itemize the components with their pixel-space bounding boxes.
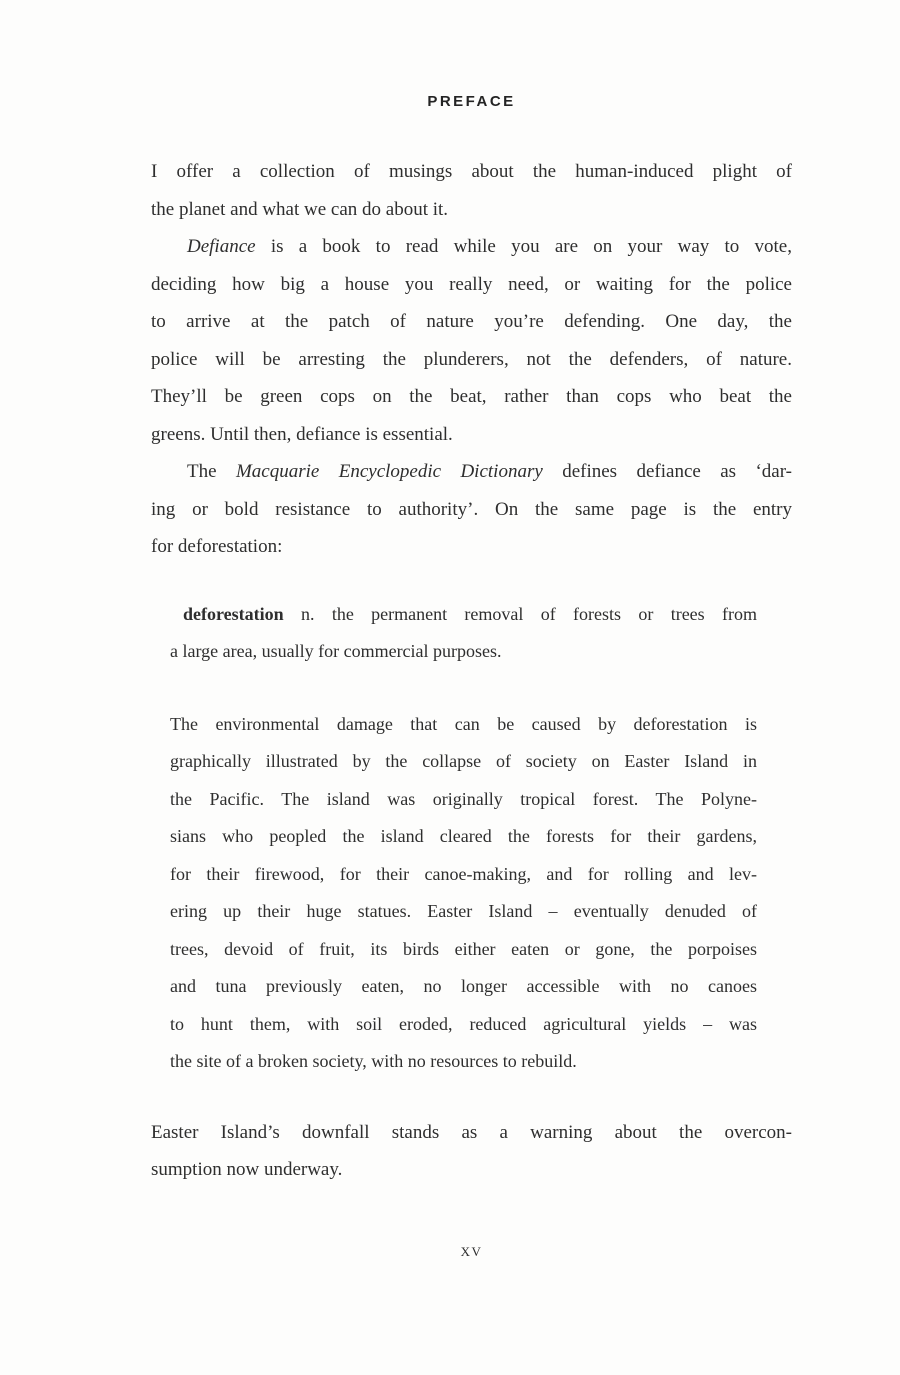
text-line bbox=[170, 856, 757, 894]
text-line bbox=[170, 968, 757, 1006]
text-segment: and tuna previously eaten, no longer accessible with no canoes bbox=[170, 976, 757, 996]
text-line bbox=[170, 931, 757, 969]
text-line bbox=[151, 191, 792, 229]
text-segment: ing or bold resistance to authority’. On the same page is the entry bbox=[151, 498, 792, 520]
text-line bbox=[170, 706, 757, 744]
text-line bbox=[151, 303, 792, 341]
page-text-block bbox=[151, 153, 792, 1189]
text-line bbox=[151, 228, 792, 266]
text-segment: for their firewood, for their canoe-making, and for rolling and lev- bbox=[170, 863, 757, 884]
text-line bbox=[151, 378, 792, 416]
text-line bbox=[151, 453, 792, 491]
text-segment: the Pacific. The island was originally tropical forest. The Polyne- bbox=[170, 788, 757, 809]
text-segment: the site of a broken society, with no resources to rebuild. bbox=[170, 1051, 577, 1071]
text-segment: trees, devoid of fruit, its birds either eaten or gone, the porpoises bbox=[170, 938, 757, 959]
text-line bbox=[170, 1043, 757, 1081]
text-segment: to hunt them, with soil eroded, reduced agricultural yields – was bbox=[170, 1013, 757, 1034]
para-defiance bbox=[151, 228, 792, 453]
text-line bbox=[151, 491, 792, 529]
text-line bbox=[151, 528, 792, 566]
text-segment: graphically illustrated by the collapse of society on Easter Island in bbox=[170, 751, 757, 771]
text-segment: sians who peopled the island cleared the forests for their gardens, bbox=[170, 826, 757, 846]
text-segment: sumption now underway. bbox=[151, 1159, 343, 1180]
text-line bbox=[170, 596, 757, 634]
quote-easter-island bbox=[170, 706, 757, 1081]
text-line bbox=[151, 1114, 792, 1152]
text-line bbox=[151, 341, 792, 379]
text-segment: greens. Until then, defiance is essential. bbox=[151, 423, 453, 445]
text-segment: The bbox=[187, 461, 236, 482]
text-segment: to arrive at the patch of nature you’re defending. One day, the bbox=[151, 311, 792, 332]
text-line bbox=[151, 416, 792, 454]
text-segment: I offer a collection of musings about the human-induced plight of bbox=[151, 161, 792, 182]
text-segment: defines defiance as ‘dar- bbox=[542, 461, 792, 482]
text-line bbox=[170, 743, 757, 781]
text-segment: is a book to read while you are on your way to vote, bbox=[255, 236, 792, 257]
text-segment: The environmental damage that can be caused by deforestation is bbox=[170, 713, 757, 734]
text-line bbox=[151, 1151, 792, 1189]
text-line bbox=[170, 1006, 757, 1044]
quote-definition bbox=[170, 596, 757, 671]
text-segment: police will be arresting the plunderers, not the defenders, of nature. bbox=[151, 348, 792, 370]
text-segment: for deforestation: bbox=[151, 536, 283, 557]
text-segment: a large area, usually for commercial purposes. bbox=[170, 641, 502, 661]
text-segment: deciding how big a house you really need, or waiting for the police bbox=[151, 273, 792, 295]
text-segment: They’ll be green cops on the beat, rather than cops who beat the bbox=[151, 386, 792, 407]
para-intro bbox=[151, 153, 792, 228]
para-warning bbox=[151, 1114, 792, 1189]
text-segment: the planet and what we can do about it. bbox=[151, 198, 449, 220]
text-line bbox=[170, 781, 757, 819]
para-macquarie bbox=[151, 453, 792, 566]
italic-text: Macquarie Encyclopedic Dictionary bbox=[235, 461, 543, 482]
bold-term: deforestation bbox=[183, 603, 284, 624]
chapter-heading: PREFACE bbox=[427, 93, 516, 110]
text-line bbox=[151, 153, 792, 191]
text-line bbox=[170, 818, 757, 856]
text-segment: n. the permanent removal of forests or trees from bbox=[283, 603, 757, 624]
text-line bbox=[151, 266, 792, 304]
italic-text: Defiance bbox=[187, 236, 256, 257]
text-segment: ering up their huge statues. Easter Island – eventually denuded of bbox=[170, 901, 757, 921]
text-line bbox=[170, 893, 757, 931]
text-line bbox=[170, 633, 757, 671]
text-segment: Easter Island’s downfall stands as a warning about the overcon- bbox=[151, 1121, 792, 1143]
page-number: xv bbox=[460, 1240, 483, 1261]
